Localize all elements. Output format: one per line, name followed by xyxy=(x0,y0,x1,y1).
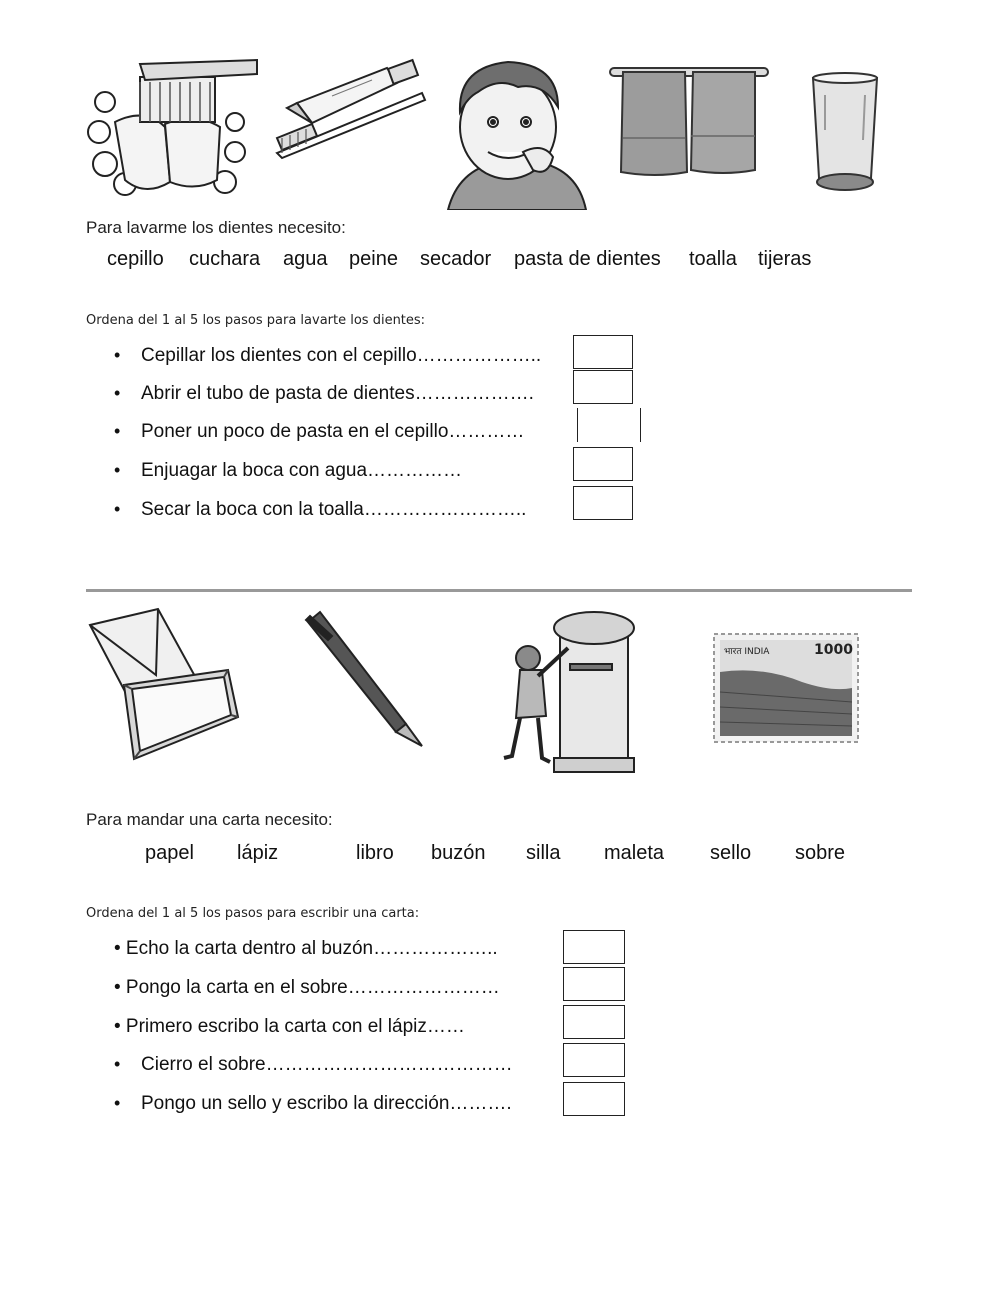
word-option[interactable]: sobre xyxy=(795,842,846,864)
prompt-teeth: Para lavarme los dientes necesito: xyxy=(86,218,346,237)
order-box[interactable] xyxy=(573,335,633,369)
order-box[interactable] xyxy=(573,447,633,481)
order-box[interactable] xyxy=(563,1005,625,1039)
word-option[interactable]: tijeras xyxy=(758,248,812,270)
step-text: Poner un poco de pasta en el cepillo………… xyxy=(141,421,525,442)
word-option[interactable]: agua xyxy=(283,248,328,270)
word-option[interactable]: lápiz xyxy=(237,842,279,864)
bullet: • xyxy=(114,383,121,403)
toothpaste-icon xyxy=(272,58,430,163)
step-text: • Echo la carta dentro al buzón……………….. xyxy=(114,938,498,959)
word-option[interactable]: cepillo xyxy=(107,248,164,270)
bullet: • xyxy=(114,499,121,519)
girl-mailbox-icon xyxy=(498,606,636,776)
order-box[interactable] xyxy=(563,967,625,1001)
word-option[interactable]: libro xyxy=(356,842,394,864)
towel-icon xyxy=(605,60,770,180)
word-option[interactable]: silla xyxy=(526,842,561,864)
instruction-teeth: Ordena del 1 al 5 los pasos para lavarte los dientes: xyxy=(86,313,426,328)
order-box[interactable] xyxy=(573,370,633,404)
stamp-icon xyxy=(712,632,860,744)
stamp-value: 1000 xyxy=(814,642,853,658)
section-divider xyxy=(86,589,912,592)
envelope-icon xyxy=(88,605,240,763)
order-box[interactable] xyxy=(563,930,625,964)
toothbrush-icon xyxy=(85,52,260,202)
order-box[interactable] xyxy=(573,486,633,520)
instruction-letter: Ordena del 1 al 5 los pasos para escribir una carta: xyxy=(86,906,420,921)
prompt-letter: Para mandar una carta necesito: xyxy=(86,810,333,829)
word-option[interactable]: buzón xyxy=(431,842,486,864)
word-option[interactable]: cuchara xyxy=(189,248,261,270)
order-box[interactable] xyxy=(577,408,641,442)
step-text: • Pongo la carta en el sobre…………………… xyxy=(114,977,500,998)
pen-icon xyxy=(302,608,428,750)
bullet: • xyxy=(114,421,121,441)
boy-brushing-icon xyxy=(438,52,590,210)
step-text: Enjuagar la boca con agua…………… xyxy=(141,460,463,481)
word-option[interactable]: papel xyxy=(145,842,194,864)
step-text: Secar la boca con la toalla…………………….. xyxy=(141,499,527,520)
order-box[interactable] xyxy=(563,1082,625,1116)
bullet: • xyxy=(114,345,121,365)
word-option[interactable]: sello xyxy=(710,842,752,864)
word-option[interactable]: pasta de dientes xyxy=(514,248,661,270)
word-option[interactable]: toalla xyxy=(689,248,737,270)
bullet: • xyxy=(114,460,121,480)
order-box[interactable] xyxy=(563,1043,625,1077)
stamp-country: भारत INDIA xyxy=(724,647,770,657)
step-text: Cierro el sobre………………………………… xyxy=(141,1054,513,1075)
step-text: Pongo un sello y escribo la dirección………. xyxy=(141,1093,512,1114)
word-option[interactable]: peine xyxy=(349,248,398,270)
glass-icon xyxy=(805,70,885,200)
word-option[interactable]: maleta xyxy=(604,842,665,864)
bullet: • xyxy=(114,1093,121,1113)
bullet: • xyxy=(114,1054,121,1074)
word-option[interactable]: secador xyxy=(420,248,492,270)
step-text: Cepillar los dientes con el cepillo……………….. xyxy=(141,345,542,366)
step-text: • Primero escribo la carta con el lápiz…… xyxy=(114,1016,465,1037)
step-text: Abrir el tubo de pasta de dientes………………. xyxy=(141,383,534,404)
